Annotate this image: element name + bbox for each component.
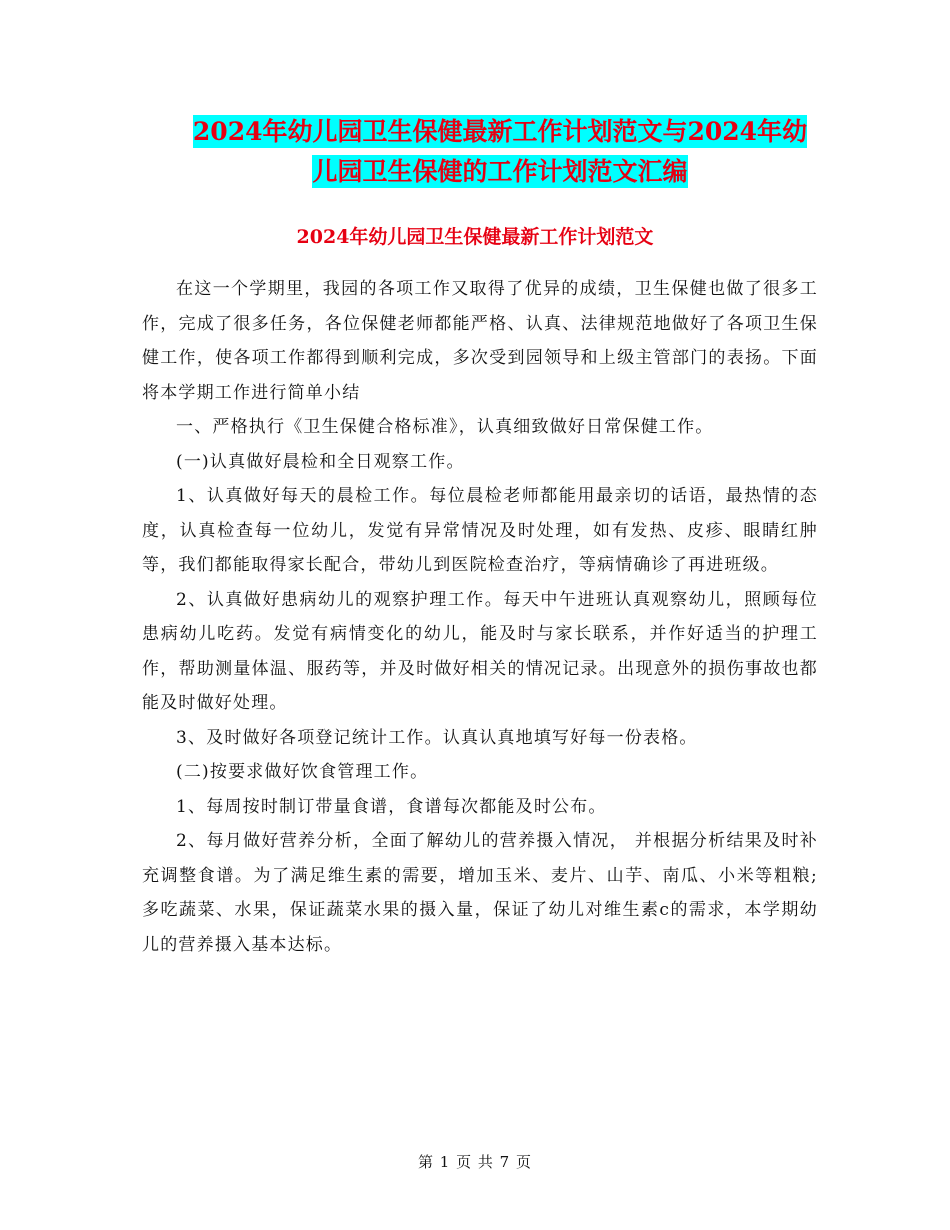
paragraph: (二)按要求做好饮食管理工作。 xyxy=(176,762,429,782)
paragraph: (一)认真做好晨检和全日观察工作。 xyxy=(176,451,465,472)
paragraph: 1、每周按时制订带量食谱，食谱每次都能及时公布。 xyxy=(176,796,607,817)
page-number-footer: 第 1 页 共 7 页 xyxy=(418,1153,532,1171)
document-body xyxy=(142,272,818,962)
paragraph: 2、每月做好营养分析，全面了解幼儿的营养摄入情况， 并根据分析结果及时补充调整食谱。为了满足维生素的需要，增加玉米、麦片、山芋、南瓜、小米等粗粮;多吃蔬菜、水果，保证蔬菜水果的摄入量，保证了幼儿对维生素c的需求，本学期幼儿的营养摄入基本达标。 xyxy=(142,831,818,955)
section-title: 2024年幼儿园卫生保健最新工作计划范文 xyxy=(296,226,654,248)
paragraph: 一、严格执行《卫生保健合格标准》，认真细致做好日常保健工作。 xyxy=(176,417,714,437)
document-title xyxy=(120,112,880,192)
paragraph: 在这一个学期里，我园的各项工作又取得了优异的成绩，卫生保健也做了很多工作，完成了很多任务，各位保健老师都能严格、认真、法律规范地做好了各项卫生保健工作，使各项工作都得到顺利完成，多次受到园领导和上级主管部门的表扬。下面将本学期工作进行简单小结 xyxy=(142,279,818,403)
document-title-line-1: 2024年幼儿园卫生保健最新工作计划范文与2024年幼 xyxy=(192,117,808,146)
paragraph: 3、及时做好各项登记统计工作。认真认真地填写好每一份表格。 xyxy=(176,727,698,748)
paragraph: 2、认真做好患病幼儿的观察护理工作。每天中午进班认真观察幼儿，照顾每位患病幼儿吃药。发觉有病情变化的幼儿，能及时与家长联系，并作好适当的护理工作，帮助测量体温、服药等，并及时做好相关的情况记录。出现意外的损伤事故也都能及时做好处理。 xyxy=(142,589,818,713)
paragraph: 1、认真做好每天的晨检工作。每位晨检老师都能用最亲切的话语，最热情的态度，认真检查每一位幼儿，发觉有异常情况及时处理，如有发热、皮疹、眼睛红肿等，我们都能取得家长配合，带幼儿到医院检查治疗，等病情确诊了再进班级。 xyxy=(142,486,818,575)
document-title-line-2: 儿园卫生保健的工作计划范文汇编 xyxy=(312,157,688,186)
